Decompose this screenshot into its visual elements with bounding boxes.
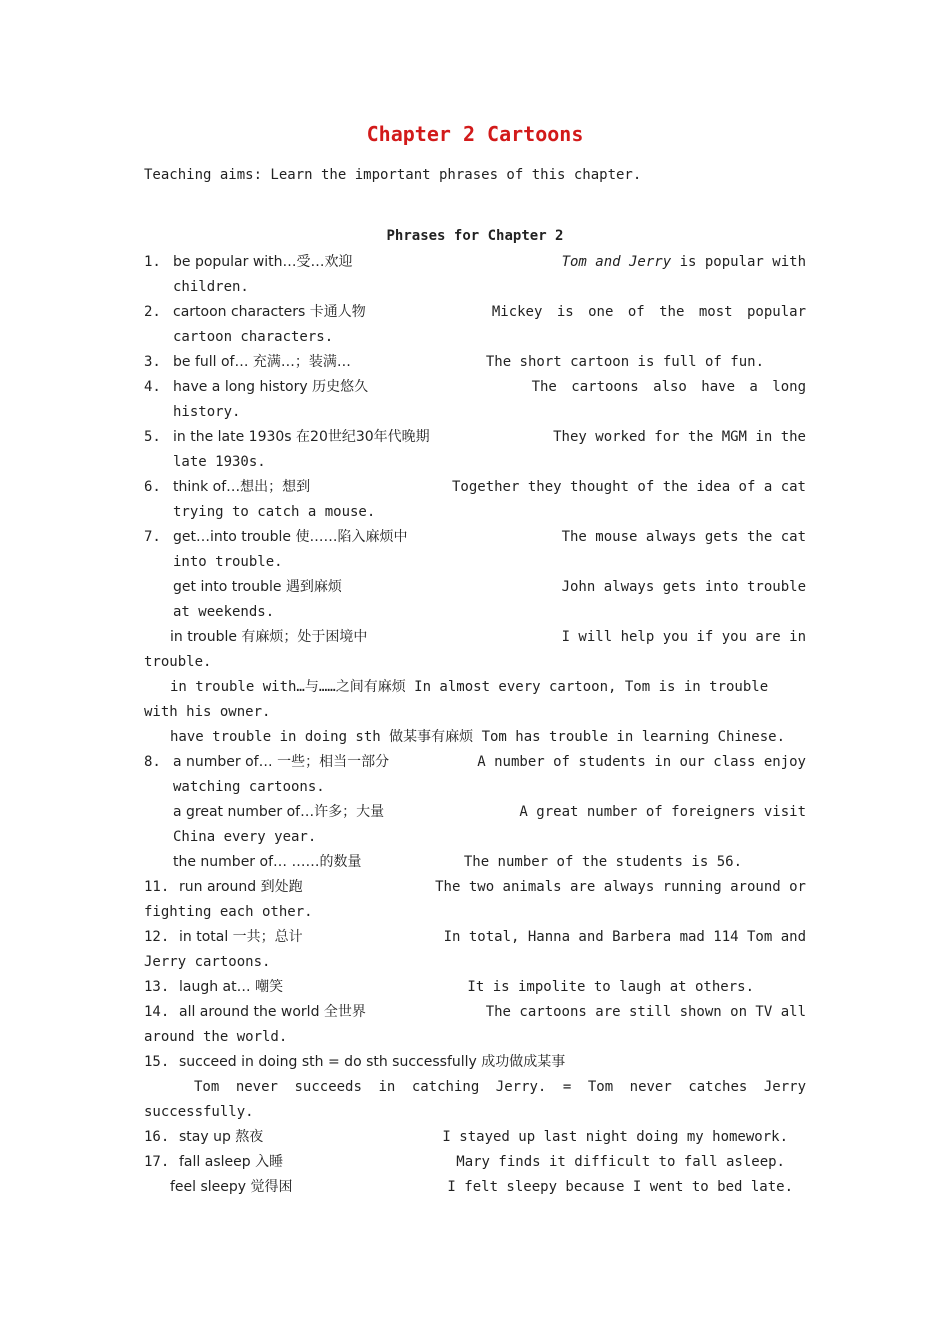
list-item <box>144 575 806 600</box>
item-phrase: run around 到处跑 <box>179 879 303 895</box>
example-rest: is popular with <box>671 254 806 270</box>
item-continuation: trouble. <box>144 654 212 670</box>
list-item <box>144 1150 806 1175</box>
item-number: 14. <box>144 1004 170 1020</box>
item-continuation: cartoon characters. <box>173 329 334 345</box>
item-phrase: a great number of…许多；大量 <box>173 804 385 820</box>
item-example: Together they thought of the idea of a cat <box>451 479 806 495</box>
list-item <box>144 1000 806 1025</box>
item-example <box>562 250 806 275</box>
item-number: 17. <box>144 1154 170 1170</box>
list-item: have trouble in doing sth 做某事有麻烦 Tom has trouble in learning Chinese. <box>170 729 786 745</box>
item-example: In total, Hanna and Barbera mad 114 Tom and <box>443 929 806 945</box>
item-phrase: be popular with…受…欢迎 <box>173 254 353 270</box>
chapter-title: Chapter 2 Cartoons <box>366 122 584 146</box>
item-example: The short cartoon is full of fun. <box>485 354 764 370</box>
list-item <box>144 625 806 650</box>
item-phrase: succeed in doing sth = do sth successfully 成功做成某事 <box>179 1054 566 1070</box>
item-continuation: fighting each other. <box>144 904 313 920</box>
item-phrase: in trouble 有麻烦；处于困境中 <box>170 629 368 645</box>
item-phrase: a number of… 一些；相当一部分 <box>173 754 390 770</box>
item-number: 2. <box>144 304 161 320</box>
item-example <box>144 1075 806 1100</box>
item-number: 6. <box>144 479 161 495</box>
list-item <box>144 1125 806 1150</box>
item-example: The cartoons also have a long <box>531 379 806 395</box>
item-phrase: in the late 1930s 在20世纪30年代晚期 <box>173 429 430 445</box>
item-example: The number of the students is 56. <box>463 854 742 870</box>
item-number: 1. <box>144 254 161 270</box>
item-number: 13. <box>144 979 170 995</box>
list-item <box>144 1175 806 1200</box>
item-number: 5. <box>144 429 161 445</box>
item-example: I felt sleepy because I went to bed late. <box>447 1179 793 1195</box>
item-example: A great number of foreigners visit <box>519 804 806 820</box>
teaching-aims: Teaching aims: Learn the important phrases of this chapter. <box>144 167 642 183</box>
item-example: The cartoons are still shown on TV all <box>485 1004 806 1020</box>
item-continuation: into trouble. <box>173 554 283 570</box>
item-continuation: successfully. <box>144 1104 254 1120</box>
item-phrase: stay up 熬夜 <box>179 1129 264 1145</box>
item-phrase: laugh at… 嘲笑 <box>179 979 284 995</box>
item-phrase: think of…想出；想到 <box>173 479 311 495</box>
item-example: A number of students in our class enjoy <box>477 754 806 770</box>
item-number: 12. <box>144 929 170 945</box>
item-phrase: all around the world 全世界 <box>179 1004 366 1020</box>
list-item <box>144 750 806 775</box>
item-example: The mouse always gets the cat <box>561 529 806 545</box>
item-example: Mickey is one of the most popular <box>491 304 806 320</box>
item-phrase: fall asleep 入睡 <box>179 1154 284 1170</box>
item-continuation: trying to catch a mouse. <box>173 504 376 520</box>
list-item <box>144 850 806 875</box>
list-item <box>144 925 806 950</box>
phrase-list <box>144 250 806 1200</box>
item-example: It is impolite to laugh at others. <box>467 979 754 995</box>
item-phrase: in total 一共；总计 <box>179 929 303 945</box>
list-item <box>144 250 806 275</box>
item-phrase: be full of… 充满…；装满… <box>173 354 351 370</box>
item-example: They worked for the MGM in the <box>553 429 806 445</box>
list-item <box>144 475 806 500</box>
item-example: Mary finds it difficult to fall asleep. <box>456 1154 785 1170</box>
item-phrase: get…into trouble 使……陷入麻烦中 <box>173 529 408 545</box>
item-example: I stayed up last night doing my homework. <box>442 1129 788 1145</box>
item-continuation: Jerry cartoons. <box>144 954 271 970</box>
item-number: 3. <box>144 354 161 370</box>
section-title: Phrases for Chapter 2 <box>386 228 564 244</box>
item-example: I will help you if you are in <box>561 629 806 645</box>
item-number: 7. <box>144 529 161 545</box>
item-continuation: history. <box>173 404 241 420</box>
item-phrase: get into trouble 遇到麻烦 <box>173 579 342 595</box>
list-item <box>144 800 806 825</box>
item-continuation: watching cartoons. <box>173 779 325 795</box>
list-item <box>144 375 806 400</box>
list-item <box>144 875 806 900</box>
list-item <box>144 425 806 450</box>
item-continuation: around the world. <box>144 1029 288 1045</box>
item-number: 16. <box>144 1129 170 1145</box>
list-item <box>144 350 806 375</box>
item-number: 4. <box>144 379 161 395</box>
item-phrase: cartoon characters 卡通人物 <box>173 304 366 320</box>
item-continuation: with his owner. <box>144 704 271 720</box>
item-example-text: Tom never succeeds in catching Jerry. = Tom never catches Jerry <box>194 1079 806 1095</box>
item-phrase: the number of… ……的数量 <box>173 854 362 870</box>
item-continuation: at weekends. <box>173 604 275 620</box>
list-item <box>144 975 806 1000</box>
list-item <box>144 525 806 550</box>
item-number: 15. <box>144 1054 170 1070</box>
item-continuation: children. <box>173 279 249 295</box>
item-phrase: feel sleepy 觉得困 <box>170 1179 293 1195</box>
item-phrase: have a long history 历史悠久 <box>173 379 369 395</box>
item-number: 11. <box>144 879 170 895</box>
list-item: in trouble with…与……之间有麻烦 In almost every cartoon, Tom is in trouble <box>170 679 769 695</box>
list-item <box>144 1050 806 1075</box>
list-item <box>144 300 806 325</box>
item-example: The two animals are always running around or <box>435 879 806 895</box>
item-example: John always gets into trouble <box>561 579 806 595</box>
example-italic: Tom and Jerry <box>561 254 672 270</box>
item-continuation: China every year. <box>173 829 317 845</box>
item-continuation: late 1930s. <box>173 454 266 470</box>
item-number: 8. <box>144 754 161 770</box>
